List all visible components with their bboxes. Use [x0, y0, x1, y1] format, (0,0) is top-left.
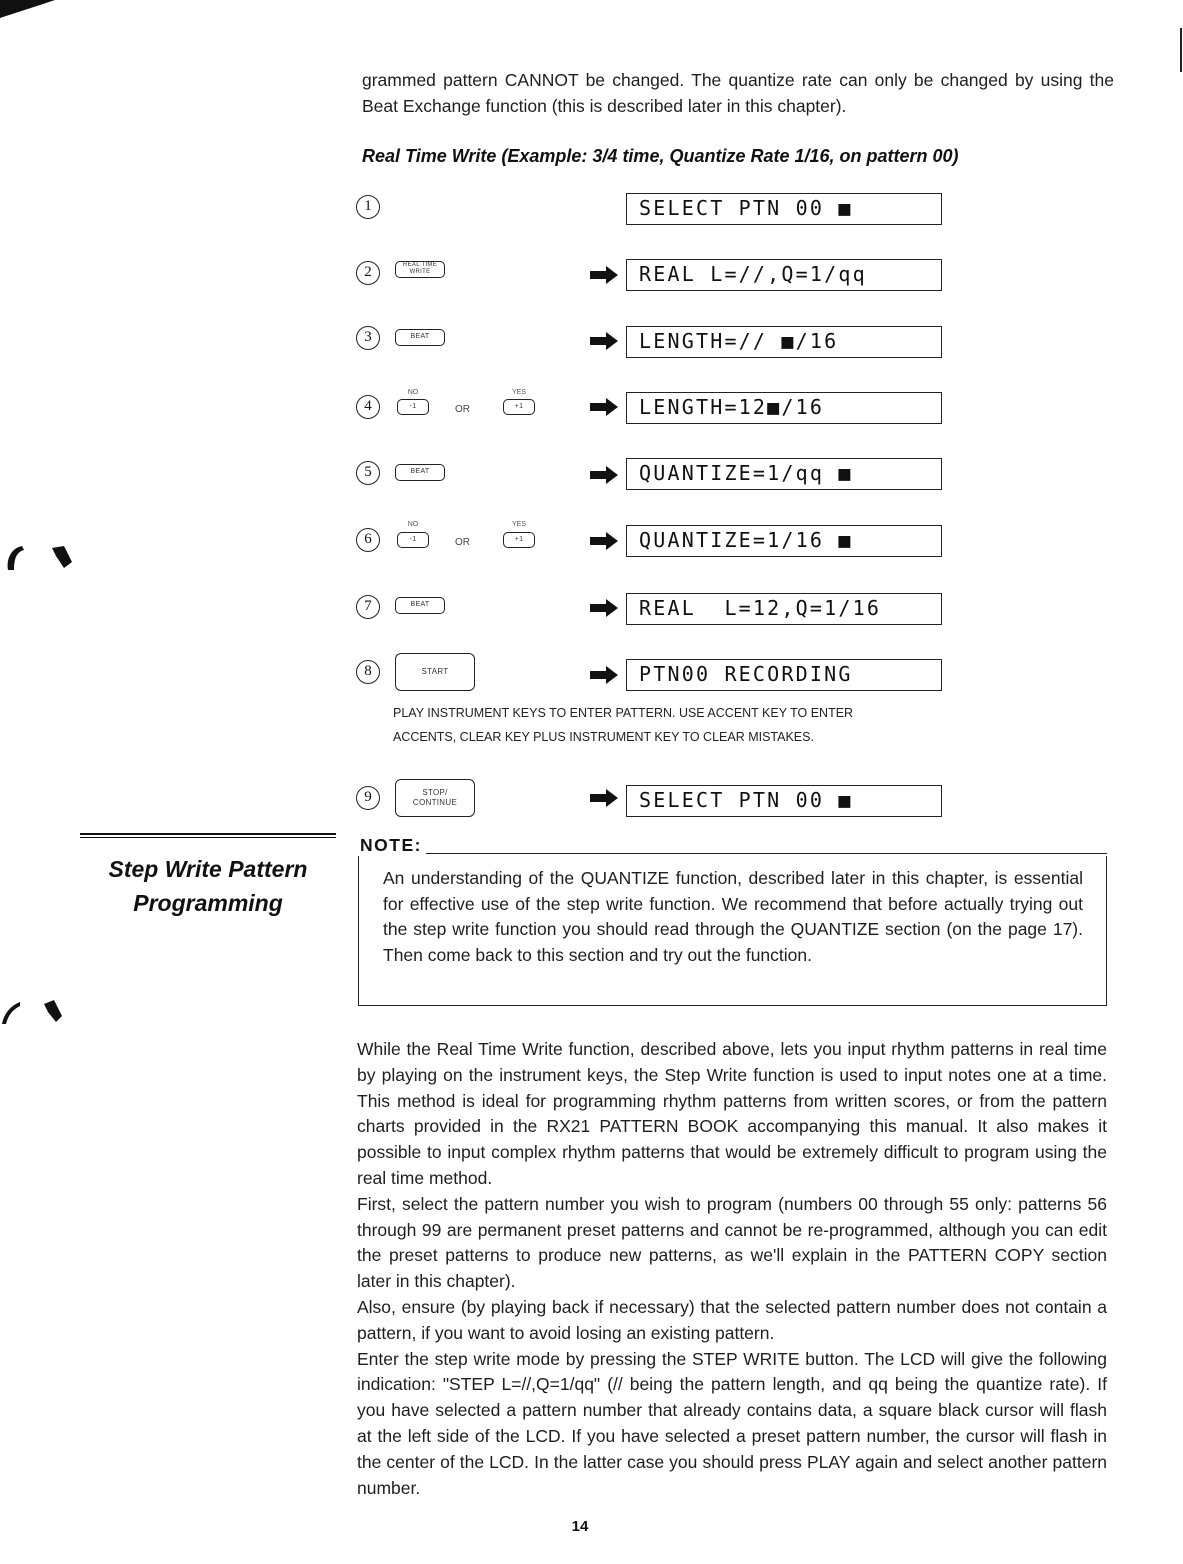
yes-key-caption: YES — [511, 389, 526, 396]
start-key[interactable]: START — [395, 653, 475, 691]
beat-key[interactable]: BEAT — [395, 329, 445, 346]
binding-hole-mark — [2, 540, 82, 580]
step-write-body — [357, 1037, 1107, 1501]
recording-instruction: PLAY INSTRUMENT KEYS TO ENTER PATTERN. USE ACCENT KEY TO ENTER ACCENTS, CLEAR KEY PLUS INSTRUMENT KEY TO CLEAR MISTAKES. — [393, 706, 854, 744]
step-number-1: 1 — [356, 195, 380, 219]
arrow-right-icon — [590, 466, 618, 484]
binding-hole-mark — [0, 996, 80, 1036]
step-number-3: 3 — [356, 326, 380, 350]
lcd-display-step-3: LENGTH=// ■/16 — [626, 326, 942, 358]
arrow-right-icon — [590, 332, 618, 350]
arrow-right-icon — [590, 398, 618, 416]
arrow-right-icon — [590, 266, 618, 284]
step-number-5: 5 — [356, 461, 380, 485]
step-write-heading: Step Write Pattern Programming — [108, 856, 308, 916]
side-heading-rule — [80, 833, 336, 838]
lcd-display-step-4: LENGTH=12■/16 — [626, 392, 942, 424]
plus-one-key[interactable]: +1 — [503, 399, 535, 415]
note-leader-line — [426, 853, 1107, 854]
arrow-right-icon — [590, 789, 618, 807]
step-number-6: 6 — [356, 528, 380, 552]
body-paragraph: While the Real Time Write function, described above, lets you input rhythm patterns in real time by playing on the instrument keys, the Step Write function is used to input notes one at a time. This method is ideal for programming rhythm patterns from written scores, or from the pattern charts provided in the RX21 PATTERN BOOK accompanying this manual. It also makes it possible to input complex rhythm patterns that would be extremely difficult to program using the real time method. — [357, 1039, 1107, 1188]
lcd-display-step-8: PTN00 RECORDING — [626, 659, 942, 691]
arrow-right-icon — [590, 532, 618, 550]
lcd-display-step-5: QUANTIZE=1/qq ■ — [626, 458, 942, 490]
body-paragraph: First, select the pattern number you wish to program (numbers 00 through 55 only: patterns 56 through 99 are permanent preset patterns and cannot be re-programmed, although you can edit the preset patterns to produce new patterns, as we'll explain in the PATTERN COPY section later in this chapter). — [357, 1193, 1107, 1292]
step-number-8: 8 — [356, 660, 380, 684]
lcd-display-step-6: QUANTIZE=1/16 ■ — [626, 525, 942, 557]
lcd-display-step-2: REAL L=//,Q=1/qq — [626, 259, 942, 291]
no-key-caption: NO — [407, 389, 419, 396]
no-key-caption: NO — [407, 521, 419, 528]
note-label: NOTE: — [360, 835, 422, 855]
intro-paragraph: grammed pattern CANNOT be changed. The quantize rate can only be changed by using the Beat Exchange function (this is described later in this chapter). — [362, 70, 1114, 116]
lcd-display-step-7: REAL L=12,Q=1/16 — [626, 593, 942, 625]
or-label: OR — [455, 404, 470, 415]
page-number: 14 — [571, 1518, 589, 1535]
step-number-4: 4 — [356, 395, 380, 419]
corner-scan-mark — [0, 0, 60, 20]
beat-key[interactable]: BEAT — [395, 464, 445, 481]
step-number-2: 2 — [356, 261, 380, 285]
edge-scan-mark — [1180, 28, 1182, 72]
plus-one-key[interactable]: +1 — [503, 532, 535, 548]
arrow-right-icon — [590, 666, 618, 684]
or-label: OR — [455, 537, 470, 548]
lcd-display-step-1: SELECT PTN 00 ■ — [626, 193, 942, 225]
step-number-7: 7 — [356, 595, 380, 619]
real-time-write-key[interactable]: REAL TIME WRITE — [395, 261, 445, 278]
beat-key[interactable]: BEAT — [395, 597, 445, 614]
note-text: An understanding of the QUANTIZE function, described later in this chapter, is essential for effective use of the step write function. We recommend that before actually trying out the step write function you should read through the QUANTIZE section (on the page 17). Then come back to this section and try out the function. — [383, 868, 1083, 965]
real-time-write-heading: Real Time Write (Example: 3/4 time, Quantize Rate 1/16, on pattern 00) — [362, 146, 959, 166]
lcd-display-step-9: SELECT PTN 00 ■ — [626, 785, 942, 817]
yes-key-caption: YES — [511, 521, 526, 528]
minus-one-key[interactable]: -1 — [397, 532, 429, 548]
body-paragraph: Also, ensure (by playing back if necessary) that the selected pattern number does not contain a pattern, if you want to avoid losing an existing pattern. — [357, 1296, 1107, 1343]
step-number-9: 9 — [356, 786, 380, 810]
minus-one-key[interactable]: -1 — [397, 399, 429, 415]
arrow-right-icon — [590, 599, 618, 617]
stop-continue-key[interactable]: STOP/ CONTINUE — [395, 779, 475, 817]
body-paragraph: Enter the step write mode by pressing the STEP WRITE button. The LCD will give the following indication: "STEP L=//,Q=1/qq" (// being the pattern length, and qq being the quantize rate). If you have selected a pattern number that already contains data, a square black cursor will flash at the left side of the LCD. If you have selected a preset pattern number, the cursor will flash in the center of the LCD. In the latter case you should press PLAY again and select another pattern number. — [357, 1348, 1107, 1498]
